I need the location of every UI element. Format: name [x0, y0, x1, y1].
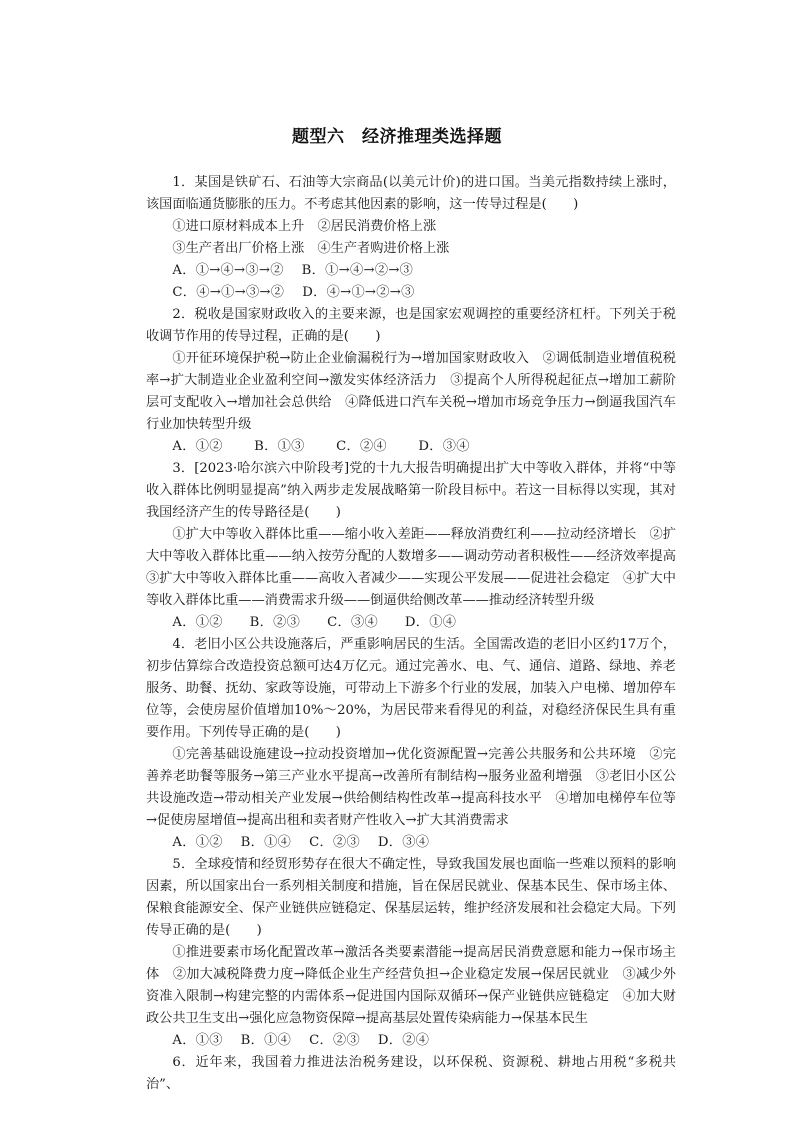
question-stem: 6．近年来，我国着力推进法治税务建设，以环保税、资源税、耕地占用税“多税共治”、 — [146, 1055, 676, 1092]
question-item: ①进口原材料成本上升 ②居民消费价格上涨 — [172, 219, 437, 234]
question-3 — [146, 458, 690, 634]
question-item: ①扩大中等收入群体比重——缩小收入差距——释放消费红利——拉动经济增长 ②扩大中等收入群体比重——纳入按劳分配的人数增多——调动劳动者积极性——经济效率提高 ③扩大中等收入群体比重——高收入者减少——实现公平发展——促进社会稳定 ④扩大中等收入群体比重——消费需求升级——倒逼供给侧改革——推动经济转型升级 — [146, 527, 690, 608]
question-6 — [146, 1052, 676, 1096]
question-stem: 1．某国是铁矿石、石油等大宗商品(以美元计价)的进口国。当美元指数持续上涨时，该国面临通货膨胀的压力。不考虑其他因素的影响，这一传导过程是( ) — [146, 175, 676, 212]
page-title: 题型六 经济推理类选择题 — [292, 127, 502, 147]
answer-choices: A．①② B．①③ C．②④ D．③④ — [172, 439, 470, 454]
question-stem: 5．全球疫情和经贸形势存在很大不确定性，导致我国发展也面临一些难以预料的影响因素，所以国家出台一系列相关制度和措施，旨在保居民就业、保基本民生、保市场主体、保粮食能源安全、保产业链供应链稳定、保基层运转，维护经济发展和社会稳定大局。下列传导正确的是( ) — [146, 857, 676, 938]
answer-choices: A．①→④→③→② B．①→④→②→③ — [172, 263, 414, 278]
answer-choices: A．①② B．②③ C．③④ D．①④ — [172, 615, 457, 630]
answer-choices: A．①② B．①④ C．②③ D．③④ — [172, 835, 430, 850]
question-item: ①推进要素市场化配置改革→激活各类要素潜能→提高居民消费意愿和能力→保市场主体 ②加大减税降费力度→降低企业生产经营负担→企业稳定发展→保居民就业 ③减少外资准入限制→构建完整的内需体系→促进国内国际双循环→保产业链供应链稳定 ④加大财政公共卫生支出→强化应急物资保障→提高基层处置传染病能力→保基本民生 — [146, 945, 676, 1026]
question-item: ③生产者出厂价格上涨 ④生产者购进价格上涨 — [172, 241, 450, 256]
question-stem: 2．税收是国家财政收入的主要来源，也是国家宏观调控的重要经济杠杆。下列关于税收调节作用的传导过程，正确的是( ) — [146, 307, 676, 344]
question-stem: 3．[2023·哈尔滨六中阶段考]党的十九大报告明确提出扩大中等收入群体，并将“中等收入群体比例明显提高”纳入两步走发展战略第一阶段目标中。若这一目标得以实现，其对我国经济产生的传导路径是( ) — [146, 461, 676, 520]
answer-choices: C．④→①→③→② D．④→①→②→③ — [172, 285, 415, 300]
question-item: ①完善基础设施建设→拉动投资增加→优化资源配置→完善公共服务和公共环境 ②完善养老助餐等服务→第三产业水平提高→改善所有制结构→服务业盈利增强 ③老旧小区公共设施改造→带动相关产业发展→供给侧结构性改革→提高科技水平 ④增加电梯停车位等→促使房屋增值→提高出租和卖者财产性收入→扩大其消费需求 — [146, 747, 676, 828]
question-1 — [146, 172, 676, 304]
question-list — [146, 172, 690, 1096]
answer-choices: A．①③ B．①④ C．②③ D．②④ — [172, 1033, 430, 1048]
question-4 — [146, 634, 676, 854]
question-stem: 4．老旧小区公共设施落后，严重影响居民的生活。全国需改造的老旧小区约17万个，初步估算综合改造投资总额可达4万亿元。通过完善水、电、气、通信、道路、绿地、养老服务、助餐、抚幼、家政等设施，可带动上下游多个行业的发展，加装入户电梯、增加停车位等，会使房屋价值增加10%～20%，为居民带来看得见的利益，对稳经济保民生具有重要作用。下列传导正确的是( ) — [146, 637, 676, 740]
question-item: ①开征环境保护税→防止企业偷漏税行为→增加国家财政收入 ②调低制造业增值税税率→扩大制造业企业盈利空间→激发实体经济活力 ③提高个人所得税起征点→增加工薪阶层可支配收入→增加社会总供给 ④降低进口汽车关税→增加市场竞争压力→倒逼我国汽车行业加快转型升级 — [146, 351, 676, 432]
question-2 — [146, 304, 676, 458]
question-5 — [146, 854, 676, 1052]
